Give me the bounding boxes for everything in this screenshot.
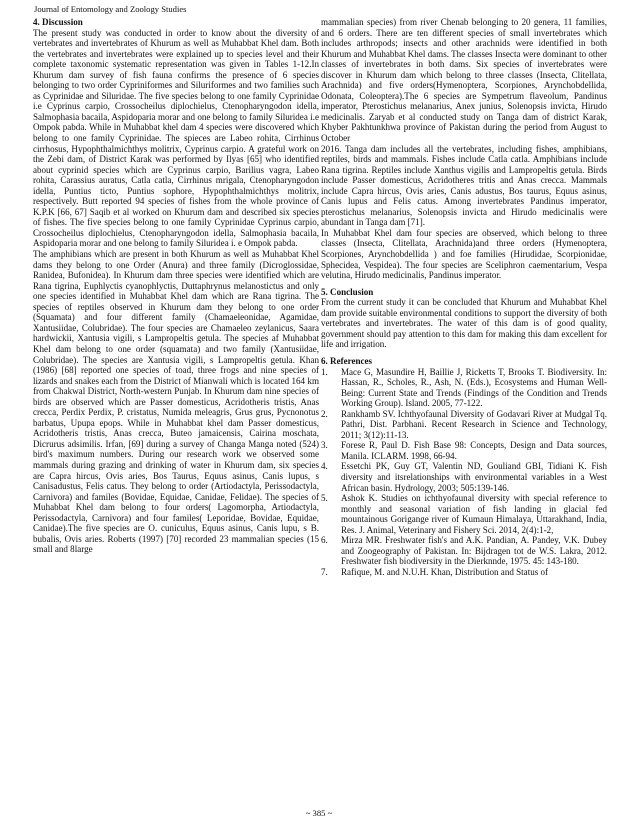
references-heading: 6. References <box>321 355 373 366</box>
left-column <box>33 17 319 555</box>
discussion-paragraph-4: 2016. Tanga dam includes all the vertebrates, including fishes, amphibians, reptiles, birds and mammals. Fishes include Catla catla. Amphibians include Rana tigrina. Reptiles include Xanthus vigilis and Lampropeltis getula. Birds include Passer domesticus, Acridotheres tritis and Anas crecca. Mammals include Capra hircus, Ovis aries, Canis adustus, Bos taurus, Equus asinus, Canis lupus and Felis catus. Among invertebrates Pandinus imperator, pterostichus melanarius, Solenopsis invicta and Hirudo medicinalis were abundant in Tanga dam [71]. <box>321 143 607 228</box>
reference-item: 5. Ashok K. Studies on ichthyofaunal diversity with special reference to monthly and seasonal variation of fish landing in glacial fed mountainous Gorigange river of Kumaun Himalaya, Uttarakhand, India, Res. J. Animal, Veterinary and Fishery Sci. 2014, 2(4):1-2, <box>321 493 607 535</box>
reference-item: 6. Mirza MR. Freshwater fish's and A.K. Pandian, A. Pandey, V.K. Dubey and Zoogeography of Pakistan. In: Bijdragen tot de W.S. Lakra, 2012. Freshwater fish biodiversity in the Dierknnde, 1975. 45: 143-180. <box>321 535 607 567</box>
discussion-paragraph-3: mammalian species) from river Chenab belonging to 20 genera, 11 families, and 6 orders. There are ten different species of small invertebrates which includes arthropods; insects and other arachnids were identified in both Khurum and Muhabbat Khel dams. The classes Insecta were dominant to other classes of invertebrates in both dams. Six species of invertebrates were discover in Khurum dam which belong to three classes (Insecta, Clitellata, Arachnida) and five orders(Hymenoptera, Scorpiones, Arynchobdellida, Odonata, Coleoptera).The 6 species are Sympetrum flaveolum, Pandinus imperator, Pterostichus melanarius, Anex junius, Solenopsis invicta, Hirudo medicinalis. Zaryab et al conducted study on Tanga dam of district Karak, Khyber Pakhtunkhwa province of Pakistan during the period from August to October <box>321 17 607 144</box>
reference-item: 4. Essetchi PK, Guy GT, Valentin ND, Gouliand GBI, Tidiani K. Fish diversity and itsrelationships with environmental variables in a West African basin. Hydrology, 2003; 505:139-146. <box>321 461 607 493</box>
reference-item: 7. Rafique, M. and N.U.H. Khan, Distribution and Status of <box>321 566 549 577</box>
reference-item: 3. Forese R, Paul D. Fish Base 98: Concepts, Design and Data sources, Manila. ICLARM. 1998, 66-94. <box>321 440 607 461</box>
references-list <box>321 367 607 578</box>
discussion-paragraph-5: In Muhabbat Khel dam four species are observed, which belong to three classes (Insecta, Clitellata, Arachnida)and three orders (Hymenoptera, Scorpiones, Arynchobdellida ) and foe families (Hirudidae, Scorpionidae, Sphecidea, Vespidea). The four species are Sceliphron caementarium, Vespa velutina, Hirudo medicinalis, Pandinus imperator. <box>321 227 607 281</box>
reference-item: 2. Rankhamb SV. Ichthyofaunal Diversity of Godavari River at Mudgal Tq. Pathri, Dist. Parbhani. Recent Research in Science and Technology, 2011; 3(12):11-13. <box>321 408 607 440</box>
reference-item: 1. Mace G, Masundire H, Baillie J, Ricketts T, Brooks T. Biodiversity. In: Hassan, R., Scholes, R., Ash, N. (Eds.), Ecosystems and Human Well- Being: Current State and Trends (Findings of the Condition and Trends Working Group). Island. 2005, 77-122. <box>321 366 607 409</box>
page-number: ~ 385 ~ <box>305 808 333 818</box>
discussion-paragraph-2: The amphibians which are present in both Khurum as well as Muhabbat Khel dams they belong to one Order (Anura) and three family (Dicroglossidae, Ranidea, Bufonidea). In Khurum dam three species were identified which are Rana tigrina, Euphlyctis cyanophlyctis, Duttaphrynus melanostictus and only one species identified in Muhabbat Khel dam which are Rana tigrina. The species of reptiles observed in Khurum dam they belong to one order (Squamata) and four different family (Chamaeleonidae, Agamidae, Xantusiidae, Colubridae). The four species are Chamaeleo zeylanicus, Saara hardwickii, Xantusia vigili, s Lampropeltis getula. The species af Muhabbat Khel dam belong to one order (squamata) and two family (Xantusiidae, Colubridae). The species are Xantusia vigili, s Lampropeltis getula. Khan (1986) [68] reported one species of toad, three frogs and nine species of lizards and snakes each from the District of Mianwali which is located 164 km from Chakwal District, North-western Punjab. In Khurum dam nine species of birds are observed which are Passer domesticus, Acridotheris tristis, Anas crecca, Perdix Perdix, P. cristatus, Numida meleagris, Grus grus, Pycnonotus barbatus, Upupa epops. While in Muhabbat khel dam Passer domesticus, Acridotheris tristis, Anas crecca, Buteo jamaicensis, Cairina moschata, Dicrurus adsimilis. Irfan, [69] during a survey of Changa Manga noted (524) bird's maximum numbers. During our research work we observed some mammals during grazing and drinking of water in Khurum dam, six species are Capra hircus, Ovis aries, Bos Taurus, Equus asinus, Canis lupus, s Canisadustus, Felis catus. They belong to order (Artiodactyla, Perissodactyla, Carnivora) and familes (Bovidae, Equidae, Canidae, Felidae). The species of Muhabbat Khel dam belong to four orders( Lagomorpha, Artiodactyla, Perissodactyla, Carnivora) and four familes( Leporidae, Bovidae, Equidae, Canidae).The five species are O. cuniculus, Equus asinus, Canis lupu, s B. bubalis, Ovis aries. Roberts (1997) [70] recorded 23 mammalian species (15 small and 8large <box>33 249 319 555</box>
journal-name: Journal of Entomology and Zoology Studies <box>34 4 187 14</box>
discussion-heading: 4. Discussion <box>33 17 83 27</box>
discussion-paragraph-1: The present study was conducted in order to know about the diversity of vertebrates and invertebrates of Khurum as well as Muhabbat Khel dam. Both the vertebrates and invertebrates were explained up to species level and their complete taxonomic systematic representation was given in Tables 1-12.In Khurum dam survey of fish fauna confirms the presence of 6 species belonging to two order Cypriniformes and Siluriformes and two families such as Cyprinidae and Siluridae. The five species belong to one family Cyprinidae i.e Cyprinus carpio, Crossocheilus diplochielus, Ctenopharyngodon idella, Salmophasia bacaila, Aspidoparia morar and one belong to family Siluridea i.e Ompok pabda. While in Muhabbat khel dam 4 species were discovered which belong to one family Cyprinidae. The spieces are Labeo rohita, Cirrhinus cirrhosus, Hypophthalmichthys molitrix, Cyprinus carpio. A grateful work on the Zebi dam, of District Karak was performed by Ilyas [65] who identified about cyprinid species which are Cyprinus carpio, Barilius vagra, Labeo rohita, Carassius auratus, Catla catla, Cirrhinus mrigala, Ctenopharyngodon idella, Puntius ticto, Puntius sophore, Hypophthalmichthys molitrix, respectively. Butt reported 94 species of fishes from the whole province of K.P.K [66, 67] Saqib et al worked on Khurum dam and described six species of fishes. The five species belong to one family Cyprinidae Cyprinus carpio, Crossocheilus diplochielus, Ctenopharyngodon idella, Salmophasia bacaila, Aspidoparia morar and one belong to family Siluridea i. e Ompok pabda. <box>33 27 319 249</box>
conclusion-paragraph: From the current study it can be concluded that Khurum and Muhabbat Khel dam provide suitable environmental conditions to support the diversity of both vertebrates and invertebrates. The water of this dam is of good quality, government should pay attention to this dam for making this dam excellent for life and irrigation. <box>321 297 607 350</box>
conclusion-heading: 5. Conclusion <box>321 286 374 297</box>
right-column <box>321 17 607 577</box>
